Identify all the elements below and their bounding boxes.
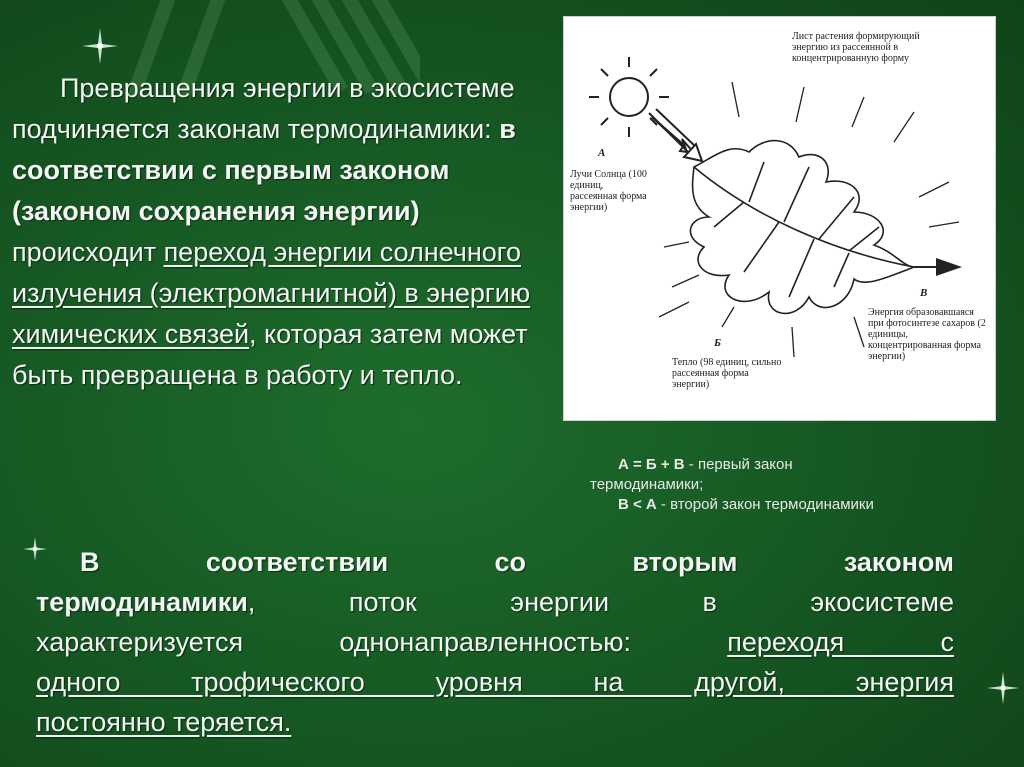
energy-lost-underlined: постоянно теряется. bbox=[36, 707, 292, 737]
second-law-text: - второй закон термодинамики bbox=[656, 496, 874, 513]
trophic-level-underlined: одного трофического уровня на другой, энергия bbox=[36, 667, 954, 697]
second-law-heading: В соответствии со вторым законом bbox=[80, 547, 954, 577]
unidirectional-text: характеризуется однонаправленностью: bbox=[36, 627, 728, 657]
first-law-formula: А = Б + В bbox=[618, 456, 685, 473]
sparkle-icon bbox=[80, 26, 120, 66]
intro-text-2: происходит bbox=[12, 237, 164, 267]
intro-text-3: , которая затем может быть превращена в работу и тепло. bbox=[12, 319, 528, 390]
intro-text: Превращения энергии в экосистеме подчиняется законам термодинамики: bbox=[12, 73, 515, 144]
energy-transition-underlined: переход энергии солнечного излучения (электромагнитной) в энергию химических связей bbox=[12, 237, 531, 349]
second-law-paragraph bbox=[36, 542, 954, 742]
first-law-highlight: в соответствии с первым законом (законом сохранения энергии) bbox=[12, 114, 516, 226]
leaf-energy-diagram bbox=[563, 16, 996, 421]
label-letter-b: Б bbox=[714, 337, 721, 349]
first-law-text: - первый закон bbox=[684, 456, 793, 473]
sun-icon bbox=[589, 57, 669, 137]
thermodynamics-word: термодинамики bbox=[36, 587, 248, 617]
leaf-label: Лист растения формирующий энергию из рассеянной в концентрированную форму bbox=[792, 31, 920, 64]
energy-flow-text: , поток энергии в экосистеме bbox=[247, 587, 954, 617]
label-letter-v: В bbox=[920, 287, 928, 299]
sparkle-icon bbox=[985, 670, 1021, 706]
law-formulas bbox=[590, 455, 990, 515]
first-law-text-cont: термодинамики; bbox=[590, 476, 704, 493]
intro-paragraph bbox=[12, 68, 552, 396]
label-letter-a: А bbox=[598, 147, 606, 159]
oak-leaf-outline bbox=[690, 141, 914, 314]
heat-label: Тепло (98 единиц, сильно рассеянная форма энергии) bbox=[672, 357, 782, 390]
sun-rays-label: Лучи Солнца (100 единиц, рассеянная форма энергии) bbox=[570, 169, 647, 213]
transition-underlined: переходя с bbox=[727, 627, 954, 657]
second-law-formula: В < А bbox=[618, 496, 657, 513]
sugar-energy-label: Энергия образовавшаяся при фотосинтезе сахаров (2 единицы, концентрированная форма энергии) bbox=[868, 307, 986, 362]
